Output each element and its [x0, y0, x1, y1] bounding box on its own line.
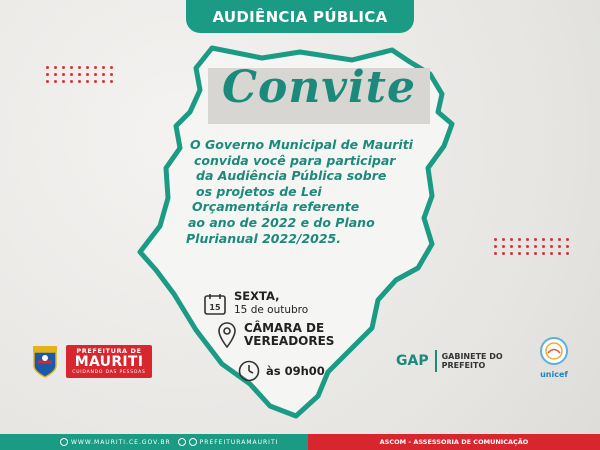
date-rest: 15 de outubro — [234, 304, 309, 316]
footer-social[interactable]: PREFEITURAMAURITI — [199, 438, 279, 446]
time-label: às 09h00 — [266, 363, 325, 378]
calendar-icon — [204, 293, 226, 315]
location-pin-icon — [218, 322, 236, 348]
gap-line1: GABINETE DO — [441, 352, 503, 361]
body-line: ao ano de 2022 e do Plano — [188, 214, 375, 230]
header-banner: AUDIÊNCIA PÚBLICA — [186, 0, 414, 33]
footer-credit: ASCOM - ASSESSORIA DE COMUNICAÇÃO — [308, 434, 600, 450]
footer — [0, 434, 600, 450]
footer-contacts — [60, 434, 278, 450]
facebook-icon — [189, 438, 197, 446]
body-line: Plurianual 2022/2025. — [186, 230, 341, 246]
pm-logo-sub: CUIDANDO DAS PESSOAS — [72, 369, 146, 375]
unicef-seal — [532, 336, 576, 379]
body-line: da Audiência Pública sobre — [196, 168, 387, 184]
place-line1: CÂMARA DE — [244, 321, 325, 335]
body-line: O Governo Municipal de Mauriti — [190, 137, 413, 152]
globe-icon — [60, 438, 68, 446]
coat-of-arms-icon — [30, 344, 60, 378]
seal-icon — [539, 336, 569, 366]
place-row — [218, 322, 334, 348]
date-row — [204, 290, 308, 317]
body-line: convida você para participar — [194, 152, 396, 168]
footer-website[interactable]: WWW.MAURITI.CE.GOV.BR — [71, 438, 171, 446]
municipality-logos — [30, 344, 152, 378]
gap-divider — [435, 350, 437, 372]
place-line2: VEREADORES — [244, 334, 335, 348]
date-label — [234, 290, 308, 317]
body-line: Orçamentárla referente — [192, 199, 360, 215]
gap-text — [442, 352, 503, 370]
clock-icon — [238, 360, 260, 382]
unicef-text: unicef — [540, 370, 568, 379]
pm-logo-top: PREFEITURA DE — [76, 346, 142, 355]
body-line: os projetos de Lei — [196, 183, 322, 199]
calendar-day: 15 — [209, 302, 221, 312]
date-weekday: SEXTA, — [234, 289, 280, 303]
gap-line2: PREFEITO — [441, 361, 486, 370]
invite-title: Convite — [222, 62, 416, 113]
pm-logo-main: MAURITI — [74, 353, 144, 370]
pm-logo — [66, 345, 152, 378]
time-row — [238, 360, 325, 382]
gap-logo — [396, 350, 503, 372]
invite-body — [172, 137, 432, 246]
place-label — [244, 322, 334, 348]
instagram-icon — [178, 438, 186, 446]
gap-code: GAP — [396, 353, 429, 369]
